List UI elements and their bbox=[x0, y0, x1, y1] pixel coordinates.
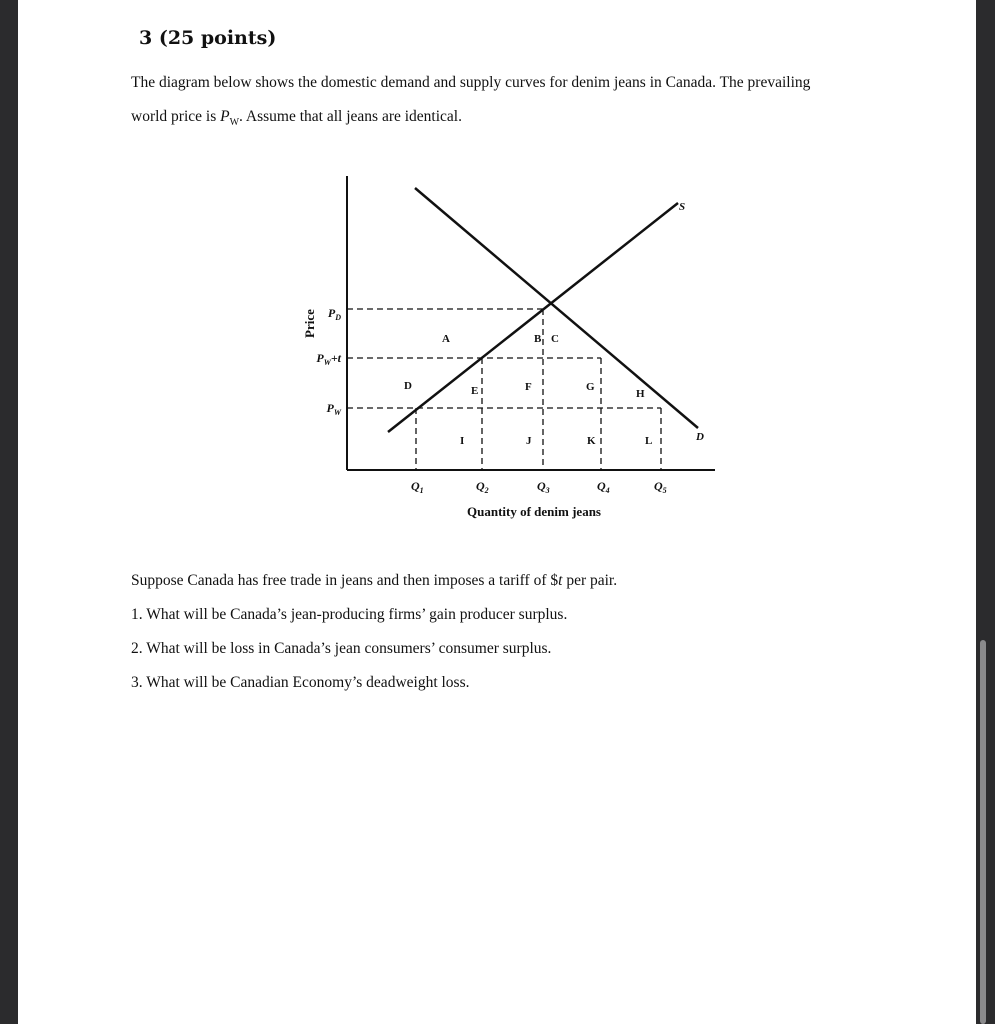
q5-label: $Q_5$ bbox=[654, 479, 667, 495]
question-heading: 3 (25 points) bbox=[139, 27, 277, 49]
intro-price-var: P bbox=[220, 108, 230, 125]
question-item-2: 2. What will be loss in Canada’s jean consumers’ consumer surplus. bbox=[131, 640, 552, 657]
region-l: L bbox=[645, 435, 653, 447]
region-k: K bbox=[587, 435, 596, 447]
region-e: E bbox=[471, 385, 479, 397]
y-axis-title: Price bbox=[302, 309, 317, 338]
intro-price-sub: W bbox=[229, 117, 240, 129]
region-c: C bbox=[551, 333, 559, 345]
scenario-var: t bbox=[558, 572, 563, 589]
question-item-3: 3. What will be Canadian Economy’s deadweight loss. bbox=[131, 674, 470, 691]
intro-text: world price is bbox=[131, 108, 221, 125]
demand-label: D bbox=[696, 431, 704, 443]
document-page bbox=[18, 0, 976, 1024]
intro-text-end: . Assume that all jeans are identical. bbox=[239, 108, 462, 125]
region-j: J bbox=[526, 435, 532, 447]
scenario-post: per pair. bbox=[562, 572, 618, 589]
intro-line-1: The diagram below shows the domestic demand and supply curves for denim jeans in Canada. The prevailing bbox=[131, 74, 811, 91]
pd-label: $P_D$ bbox=[327, 306, 341, 322]
question-item-1: 1. What will be Canada’s jean-producing firms’ gain producer surplus. bbox=[131, 606, 568, 623]
q1-label: $Q_1$ bbox=[411, 479, 424, 495]
supply-demand-diagram bbox=[278, 168, 748, 528]
x-axis-title: Quantity of denim jeans bbox=[467, 504, 601, 519]
scenario-text bbox=[131, 572, 617, 590]
region-a: A bbox=[442, 333, 450, 345]
supply-curve bbox=[388, 203, 678, 432]
pw-t-label: $P_W+t$ bbox=[316, 351, 341, 367]
q2-label: $Q_2$ bbox=[476, 479, 489, 495]
scenario-pre: Suppose Canada has free trade in jeans and then imposes a tariff of $ bbox=[131, 572, 559, 589]
region-f: F bbox=[525, 381, 532, 393]
region-h: H bbox=[636, 388, 645, 400]
supply-label: S bbox=[679, 201, 686, 213]
q4-label: $Q_4$ bbox=[597, 479, 610, 495]
region-b: B bbox=[534, 333, 542, 345]
pw-label: $P_W$ bbox=[326, 401, 341, 417]
region-i: I bbox=[460, 435, 465, 447]
intro-line-2 bbox=[131, 107, 891, 133]
demand-curve bbox=[415, 188, 698, 428]
vertical-scrollbar[interactable] bbox=[980, 640, 986, 1024]
q3-label: $Q_3$ bbox=[537, 479, 550, 495]
region-d: D bbox=[404, 380, 412, 392]
region-g: G bbox=[586, 381, 595, 393]
